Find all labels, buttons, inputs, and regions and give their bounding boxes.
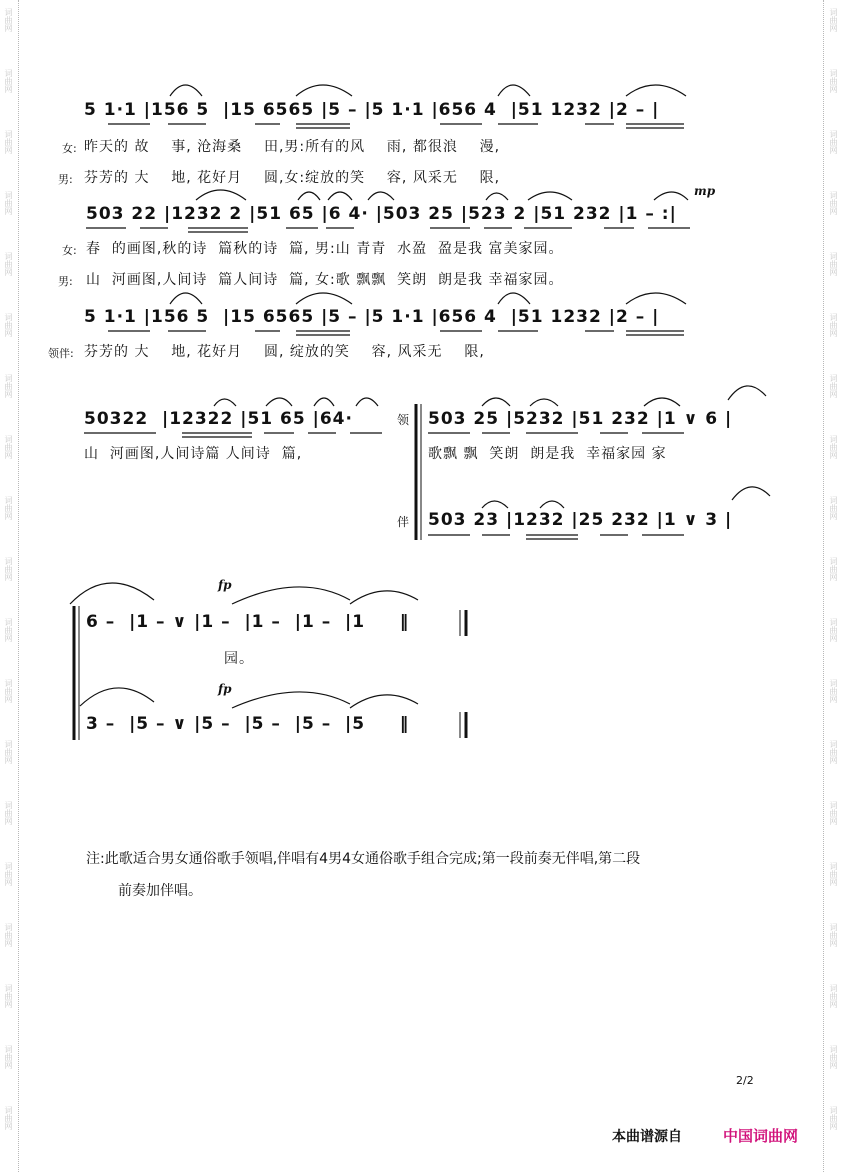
left-watermark-text: 词曲网 — [4, 313, 13, 337]
row4-notation: 50322 |12322 |51 65 |64· — [84, 409, 353, 429]
acc-part-label: 伴 — [397, 515, 410, 529]
row3-lyric-label: 领伴: — [48, 347, 74, 360]
lead-part-lyric: 歌飘 飘 笑朗 朗是我 幸福家园 家 — [428, 446, 667, 462]
right-watermark-text: 词曲网 — [829, 435, 838, 459]
left-watermark-text: 词曲网 — [4, 1045, 13, 1069]
right-watermark-text: 词曲网 — [829, 618, 838, 642]
slur-row4-f — [530, 399, 558, 406]
row1-lyric2-label: 男: — [58, 173, 73, 186]
right-watermark-text: 词曲网 — [829, 191, 838, 215]
slur-row4-d — [356, 398, 378, 406]
slur-row1-a — [170, 85, 202, 96]
left-watermark-text: 词曲网 — [4, 740, 13, 764]
slur-end-acc-a — [80, 688, 154, 706]
slur-row2-a — [196, 190, 246, 200]
slur-acc-end — [732, 487, 770, 500]
slur-row4-a — [214, 399, 236, 406]
slur-row2-c — [328, 192, 352, 200]
slur-row1-b — [296, 85, 352, 96]
slur-row2-e — [486, 193, 508, 200]
right-watermark-text: 词曲网 — [829, 8, 838, 32]
right-watermark-text: 词曲网 — [829, 557, 838, 581]
note-line1: 注:此歌适合男女通俗歌手领唱,伴唱有4男4女通俗歌手组合完成;第一段前奏无伴唱,第二段 — [86, 851, 641, 867]
source-label: 本曲谱源自 — [612, 1129, 682, 1145]
left-watermark-text: 词曲网 — [4, 801, 13, 825]
slur-end-lead-c — [350, 591, 418, 604]
row2-lyric2-label: 男: — [58, 275, 73, 288]
slur-row3-c — [498, 293, 530, 304]
left-watermark-text: 词曲网 — [4, 923, 13, 947]
slur-end-lead-b — [232, 587, 350, 604]
slur-lead-end — [728, 386, 766, 400]
right-watermark-text: 词曲网 — [829, 496, 838, 520]
row1-notation: 5 1·1 |156 5 |15 6565 |5 – |5 1·1 |656 4 |51 1232 |2 – | — [84, 100, 660, 120]
page-number: 2/2 — [736, 1074, 754, 1087]
ending-fp-mark-lead: fp — [218, 578, 232, 592]
right-watermark-text: 词曲网 — [829, 130, 838, 154]
slur-acc-a — [482, 501, 508, 508]
row2-lyric1: 春 的画图,秋的诗 篇秋的诗 篇, 男:山 青青 水盈 盈是我 富美家园。 — [86, 241, 564, 257]
right-watermark-text: 词曲网 — [829, 923, 838, 947]
note-line2: 前奏加伴唱。 — [118, 883, 202, 899]
slur-row3-d — [626, 293, 686, 304]
acc-part-notation: 503 23 |1232 |25 232 |1 ∨ 3 | — [428, 510, 733, 530]
row2-lyric1-label: 女: — [62, 244, 77, 257]
right-watermark-text: 词曲网 — [829, 374, 838, 398]
left-watermark-text: 词曲网 — [4, 862, 13, 886]
right-watermark-text: 词曲网 — [829, 679, 838, 703]
row3-notation: 5 1·1 |156 5 |15 6565 |5 – |5 1·1 |656 4 |51 1232 |2 – | — [84, 307, 660, 327]
left-watermark-text: 词曲网 — [4, 435, 13, 459]
slur-end-acc-b — [232, 692, 350, 708]
ending-acc-notation: 3 – |5 – ∨ |5 – |5 – |5 – |5 ‖ — [86, 714, 410, 734]
lead-part-label: 领 — [397, 413, 410, 427]
right-watermark-text: 词曲网 — [829, 1045, 838, 1069]
left-watermark-text: 词曲网 — [4, 374, 13, 398]
right-watermark-text: 词曲网 — [829, 740, 838, 764]
row1-lyric2: 芬芳的 大 地, 花好月 圆,女:绽放的笑 容, 风采无 限, — [84, 170, 501, 186]
slur-row1-d — [626, 85, 686, 96]
left-watermark-text: 词曲网 — [4, 679, 13, 703]
slur-row2-g — [654, 192, 688, 200]
row2-notation: 503 22 |1232 2 |51 65 |6 4· |503 25 |523 2 |51 232 |1 – :| — [86, 204, 677, 224]
row2-lyric2: 山 河画图,人间诗 篇人间诗 篇, 女:歌 飘飘 笑朗 朗是我 幸福家园。 — [86, 272, 564, 288]
slur-row4-g — [644, 398, 680, 406]
left-watermark-text: 词曲网 — [4, 130, 13, 154]
slur-row4-c — [314, 398, 334, 406]
slur-row4-e — [482, 398, 510, 406]
slur-row2-b — [298, 192, 320, 200]
slur-row3-b — [296, 293, 352, 304]
slur-row3-a — [170, 293, 202, 304]
right-watermark-text: 词曲网 — [829, 69, 838, 93]
ending-fp-mark-acc: fp — [218, 682, 232, 696]
left-watermark-text: 词曲网 — [4, 984, 13, 1008]
slur-acc-b — [540, 501, 564, 508]
right-watermark-text: 词曲网 — [829, 862, 838, 886]
lead-part-notation: 503 25 |5232 |51 232 |1 ∨ 6 | — [428, 409, 733, 429]
right-watermark-text: 词曲网 — [829, 801, 838, 825]
right-watermark-text: 词曲网 — [829, 252, 838, 276]
ending-lead-lyric: 园。 — [224, 651, 254, 667]
row2-mp-mark: mp — [694, 184, 716, 198]
row1-lyric1-label: 女: — [62, 142, 77, 155]
row3-lyric: 芬芳的 大 地, 花好月 圆, 绽放的笑 容, 风采无 限, — [84, 344, 485, 360]
left-watermark-text: 词曲网 — [4, 69, 13, 93]
left-watermark-text: 词曲网 — [4, 1106, 13, 1130]
left-watermark-text: 词曲网 — [4, 496, 13, 520]
slur-row2-f — [528, 192, 572, 200]
left-watermark-text: 词曲网 — [4, 8, 13, 32]
right-watermark-text: 词曲网 — [829, 1106, 838, 1130]
right-watermark-text: 词曲网 — [829, 313, 838, 337]
slur-row2-d — [368, 192, 394, 200]
left-watermark-text: 词曲网 — [4, 191, 13, 215]
left-watermark-text: 词曲网 — [4, 252, 13, 276]
site-name-link[interactable]: 中国词曲网 — [723, 1127, 799, 1145]
ending-lead-notation: 6 – |1 – ∨ |1 – |1 – |1 – |1 ‖ — [86, 612, 410, 632]
left-watermark-text: 词曲网 — [4, 618, 13, 642]
slur-row4-b — [266, 398, 292, 406]
row4-lyric: 山 河画图,人间诗篇 人间诗 篇, — [84, 446, 303, 462]
left-watermark-text: 词曲网 — [4, 557, 13, 581]
slur-row1-c — [498, 85, 530, 96]
slur-end-lead-a — [70, 583, 154, 604]
slur-end-acc-c — [350, 695, 418, 708]
row1-lyric1: 昨天的 故 事, 沧海桑 田,男:所有的风 雨, 都很浪 漫, — [84, 139, 501, 155]
right-watermark-text: 词曲网 — [829, 984, 838, 1008]
